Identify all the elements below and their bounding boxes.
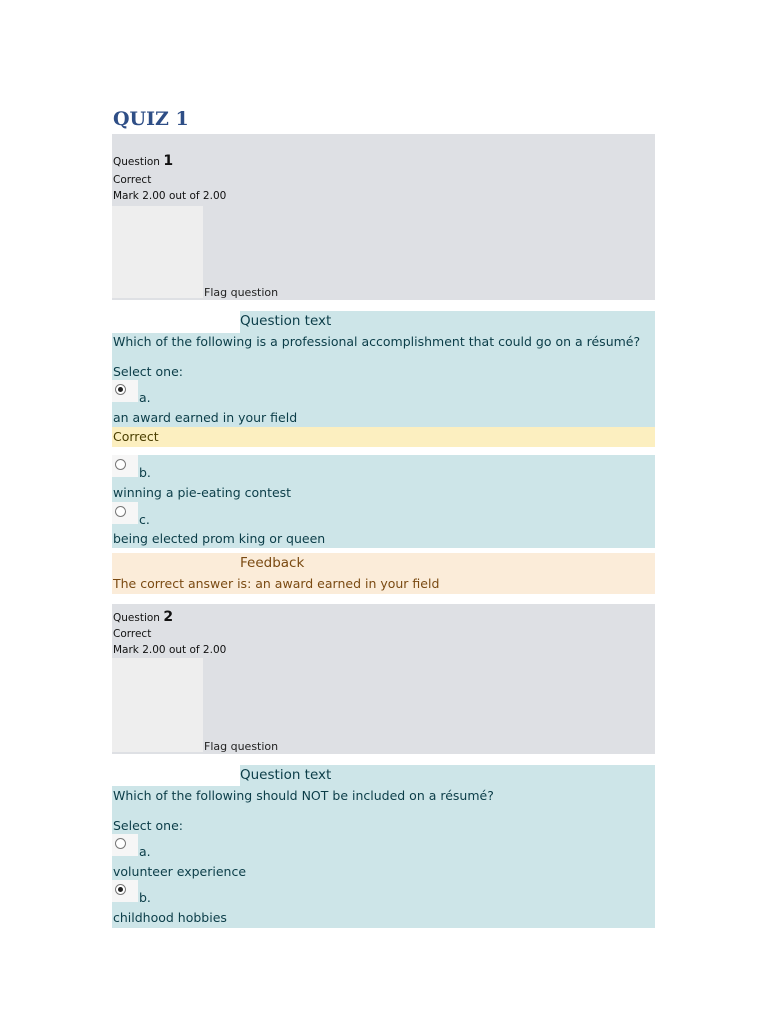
question-2-text-label-bar [240,765,655,786]
question-word: Question [113,156,160,168]
question-number: 1 [163,153,174,169]
question-number: 2 [163,609,174,625]
question-2-text-panel [112,786,655,928]
correct-marker: Correct [113,429,159,444]
option-a-letter: a. [139,390,151,405]
option-b-radio-box[interactable] [112,455,138,477]
question-mark: Mark 2.00 out of 2.00 [113,190,227,202]
question-1-options-panel [112,455,655,548]
question-1-info-panel [112,134,655,300]
quiz-title: QUIZ 1 [113,108,189,130]
option-a-radio-box[interactable] [112,380,138,402]
flag-question-link[interactable]: Flag question [204,740,279,753]
option-b-text[interactable]: winning a pie-eating contest [113,485,292,500]
question-state: Correct [113,628,152,640]
option-b-letter: b. [139,465,151,480]
question-state: Correct [113,174,152,186]
flag-question-link[interactable]: Flag question [204,286,279,299]
option-c-radio-box[interactable] [112,502,138,524]
question-mark: Mark 2.00 out of 2.00 [113,644,227,656]
question-1-text-panel [112,333,655,427]
option-c-text[interactable]: being elected prom king or queen [113,531,326,546]
question-2-heading [113,609,173,625]
option-a-radio-box[interactable] [112,834,138,856]
correct-marker-bar [112,427,655,447]
feedback-panel [112,553,655,594]
question-1-heading [113,153,173,169]
option-b-text[interactable]: childhood hobbies [113,910,227,925]
flag-box [112,658,203,752]
option-c-radio[interactable] [115,506,126,517]
feedback-text: The correct answer is: an award earned in your field [113,576,440,591]
question-word: Question [113,612,160,624]
flag-box [112,206,203,298]
option-b-radio[interactable] [115,459,126,470]
question-prompt: Which of the following is a professional accomplishment that could go on a résumé? [113,334,641,349]
question-1-text-label-bar [240,311,655,333]
option-a-letter: a. [139,844,151,859]
option-b-radio[interactable] [115,884,126,895]
option-a-radio[interactable] [115,384,126,395]
question-2-info-panel [112,604,655,754]
select-one-label: Select one: [113,818,184,833]
question-text-label: Question text [240,313,332,329]
option-a-radio[interactable] [115,838,126,849]
question-text-label: Question text [240,767,332,783]
feedback-label: Feedback [240,555,305,571]
option-a-text[interactable]: an award earned in your field [113,410,298,425]
select-one-label: Select one: [113,364,184,379]
option-c-letter: c. [139,512,150,527]
option-b-letter: b. [139,890,151,905]
question-prompt: Which of the following should NOT be included on a résumé? [113,788,494,803]
option-a-text[interactable]: volunteer experience [113,864,247,879]
option-b-radio-box[interactable] [112,880,138,902]
